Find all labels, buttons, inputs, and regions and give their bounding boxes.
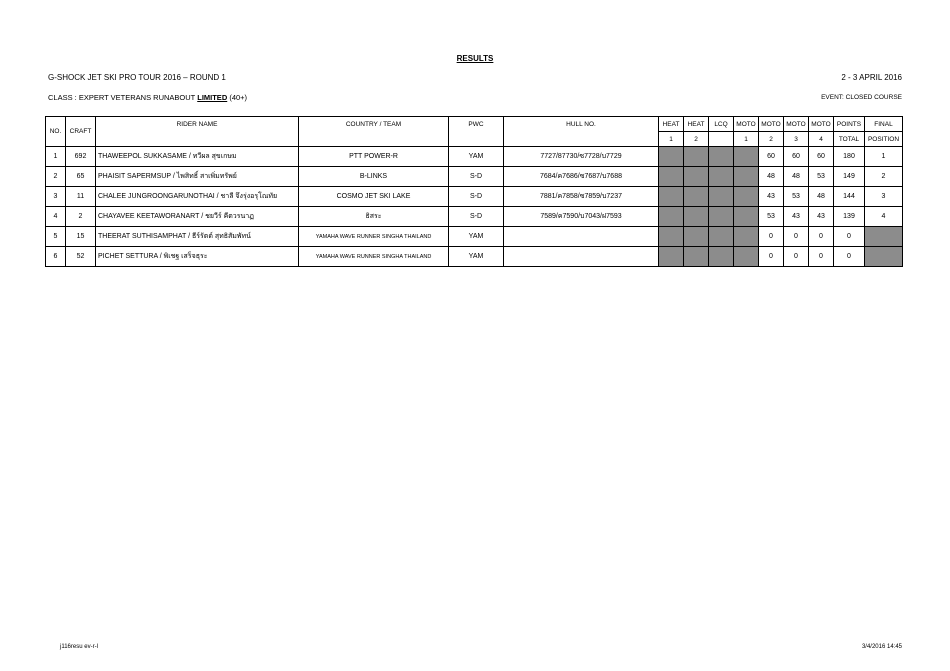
cell-craft: 52 (66, 247, 96, 267)
header-row-top (46, 117, 903, 132)
header-moto1-bottom: 1 (734, 132, 759, 147)
cell-moto3: 53 (784, 187, 809, 207)
page-title: RESULTS (456, 54, 494, 63)
cell-heat2 (684, 167, 709, 187)
cell-points: 149 (834, 167, 865, 187)
cell-moto4: 43 (809, 207, 834, 227)
cell-points: 0 (834, 247, 865, 267)
cell-moto2: 48 (759, 167, 784, 187)
header-country: COUNTRY / TEAM (299, 117, 449, 132)
cell-team: COSMO JET SKI LAKE (299, 187, 449, 207)
header-heat2-bottom: 2 (684, 132, 709, 147)
table-row (46, 147, 903, 167)
cell-rider: CHAYAVEE KEETAWORANART / ชยวีร์ คีตวรนาฏ (96, 207, 299, 227)
cell-hull (504, 247, 659, 267)
header-heat2-top: HEAT (684, 117, 709, 132)
cell-heat2 (684, 187, 709, 207)
tour-name: G-SHOCK JET SKI PRO TOUR 2016 – ROUND 1 (48, 73, 226, 82)
cell-moto4: 60 (809, 147, 834, 167)
cell-pwc: S-D (449, 187, 504, 207)
cell-heat1 (659, 187, 684, 207)
cell-heat1 (659, 147, 684, 167)
cell-no: 6 (46, 247, 66, 267)
header-rider: RIDER NAME (96, 117, 299, 132)
cell-final: 1 (865, 147, 903, 167)
cell-team: YAMAHA WAVE RUNNER SINGHA THAILAND (299, 247, 449, 267)
cell-moto4: 53 (809, 167, 834, 187)
header-moto4-top: MOTO (809, 117, 834, 132)
event-date: 2 - 3 APRIL 2016 (841, 73, 902, 82)
cell-no: 2 (46, 167, 66, 187)
cell-points: 139 (834, 207, 865, 227)
cell-moto2: 43 (759, 187, 784, 207)
cell-final (865, 247, 903, 267)
header-hull-blank (504, 132, 659, 147)
cell-moto1 (734, 207, 759, 227)
cell-lcq (709, 247, 734, 267)
cell-lcq (709, 187, 734, 207)
cell-moto3: 0 (784, 247, 809, 267)
cell-hull: 7727/87730/ซ7728/บ7729 (504, 147, 659, 167)
cell-pwc: YAM (449, 147, 504, 167)
cell-moto2: 53 (759, 207, 784, 227)
cell-final: 3 (865, 187, 903, 207)
cell-craft: 15 (66, 227, 96, 247)
cell-hull: 7589/ค7590/บ7043/ฝ7593 (504, 207, 659, 227)
cell-heat1 (659, 167, 684, 187)
cell-points: 144 (834, 187, 865, 207)
cell-moto3: 48 (784, 167, 809, 187)
cell-lcq (709, 167, 734, 187)
cell-lcq (709, 207, 734, 227)
header-moto2-top: MOTO (759, 117, 784, 132)
cell-craft: 2 (66, 207, 96, 227)
cell-pwc: S-D (449, 207, 504, 227)
header-heat1-bottom: 1 (659, 132, 684, 147)
header-lcq-bottom (709, 132, 734, 147)
cell-moto4: 0 (809, 227, 834, 247)
header-hull: HULL NO. (504, 117, 659, 132)
header-moto3-bottom: 3 (784, 132, 809, 147)
header-rider-blank (96, 132, 299, 147)
footer-timestamp: 3/4/2016 14:45 (861, 644, 902, 650)
cell-points: 180 (834, 147, 865, 167)
table-row (46, 247, 903, 267)
cell-pwc: S-D (449, 167, 504, 187)
cell-craft: 692 (66, 147, 96, 167)
cell-rider: PHAISIT SAPERMSUP / ไพสิทธิ์ สาเพิ่มทรัพย์ (96, 167, 299, 187)
cell-final: 4 (865, 207, 903, 227)
cell-moto3: 43 (784, 207, 809, 227)
cell-moto2: 0 (759, 227, 784, 247)
cell-heat2 (684, 247, 709, 267)
header-points-top: POINTS (834, 117, 865, 132)
cell-rider: CHALEE JUNGROONGARUNOTHAI / ชาลี จึงรุ่งอรุโณทัย (96, 187, 299, 207)
header-pwc-blank (449, 132, 504, 147)
header-points-bottom: TOTAL (834, 132, 865, 147)
header-final-top: FINAL (865, 117, 903, 132)
cell-final: 2 (865, 167, 903, 187)
cell-final (865, 227, 903, 247)
cell-moto1 (734, 187, 759, 207)
cell-heat2 (684, 147, 709, 167)
class-prefix: CLASS : EXPERT VETERANS RUNABOUT (48, 93, 196, 102)
cell-no: 3 (46, 187, 66, 207)
header-heat1-top: HEAT (659, 117, 684, 132)
header-moto3-top: MOTO (784, 117, 809, 132)
cell-lcq (709, 147, 734, 167)
cell-team: PTT POWER-R (299, 147, 449, 167)
cell-points: 0 (834, 227, 865, 247)
header-moto2-bottom: 2 (759, 132, 784, 147)
cell-moto3: 60 (784, 147, 809, 167)
header-lcq-top: LCQ (709, 117, 734, 132)
cell-moto1 (734, 147, 759, 167)
cell-pwc: YAM (449, 227, 504, 247)
cell-heat2 (684, 207, 709, 227)
class-suffix: (40+) (227, 93, 248, 102)
cell-rider: PICHET SETTURA / พิเชฐ เสร็จธุระ (96, 247, 299, 267)
cell-lcq (709, 227, 734, 247)
header-no: NO. (46, 117, 66, 147)
cell-craft: 11 (66, 187, 96, 207)
cell-heat2 (684, 227, 709, 247)
cell-heat1 (659, 227, 684, 247)
cell-hull: 7684/ค7686/ซ7687/บ7688 (504, 167, 659, 187)
footer-code: j116resu ev-r-l (60, 644, 98, 650)
header-craft: CRAFT (66, 117, 96, 147)
cell-hull: 7881/ค7858/ซ7859/บ7237 (504, 187, 659, 207)
cell-moto1 (734, 167, 759, 187)
table-row (46, 207, 903, 227)
cell-moto2: 60 (759, 147, 784, 167)
results-table (45, 116, 903, 267)
cell-rider: THAWEEPOL SUKKASAME / ทวีผล สุขเกษม (96, 147, 299, 167)
cell-team: ธิสระ (299, 207, 449, 227)
cell-no: 4 (46, 207, 66, 227)
table-row (46, 227, 903, 247)
cell-team: B-LINKS (299, 167, 449, 187)
cell-moto3: 0 (784, 227, 809, 247)
cell-heat1 (659, 207, 684, 227)
cell-team: YAMAHA WAVE RUNNER SINGHA THAILAND (299, 227, 449, 247)
header-moto1-top: MOTO (734, 117, 759, 132)
cell-craft: 65 (66, 167, 96, 187)
event-type: EVENT: CLOSED COURSE (821, 94, 902, 101)
cell-moto1 (734, 247, 759, 267)
cell-moto4: 48 (809, 187, 834, 207)
cell-moto1 (734, 227, 759, 247)
header-pwc: PWC (449, 117, 504, 132)
table-row (46, 187, 903, 207)
header-country-blank (299, 132, 449, 147)
cell-heat1 (659, 247, 684, 267)
class-label (48, 93, 247, 102)
cell-pwc: YAM (449, 247, 504, 267)
cell-moto2: 0 (759, 247, 784, 267)
header-final-bottom: POSITION (865, 132, 903, 147)
cell-hull (504, 227, 659, 247)
table-row (46, 167, 903, 187)
cell-moto4: 0 (809, 247, 834, 267)
header-row-bottom (46, 132, 903, 147)
cell-rider: THEERAT SUTHISAMPHAT / ธีร์รัตต์ สุทธิสัมพัทน์ (96, 227, 299, 247)
cell-no: 1 (46, 147, 66, 167)
header-moto4-bottom: 4 (809, 132, 834, 147)
class-limited: LIMITED (197, 93, 228, 102)
cell-no: 5 (46, 227, 66, 247)
